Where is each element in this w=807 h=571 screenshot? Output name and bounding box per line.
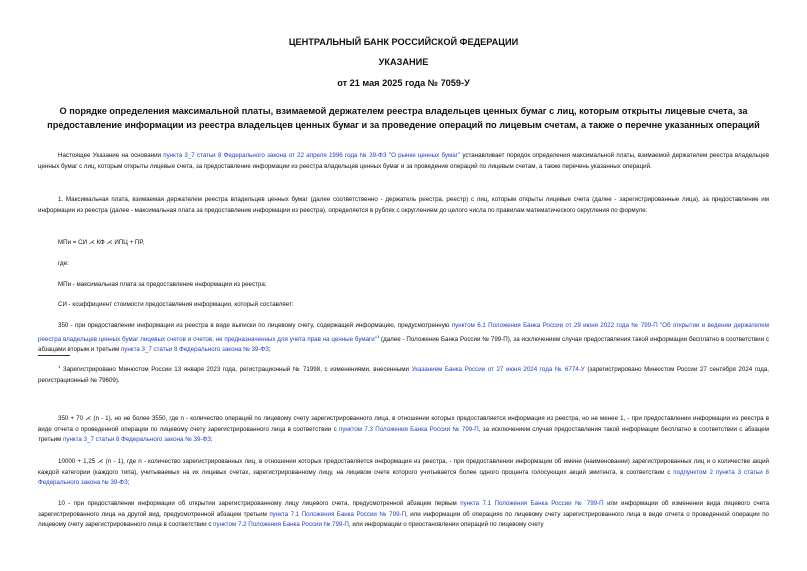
regulation-799p-7-1-link[interactable]: пункта 7.1 Положения Банка России № 799-П: [460, 500, 604, 507]
regulation-799p-7-1-second-link[interactable]: пункта 7.1 Положения Банка России № 799-П: [269, 510, 407, 518]
formula: МПи = СИ ⋌ КФ ⋌ ИПЦ + ПР,: [58, 239, 145, 246]
footnote-text-2: (зарегистрировано Минюстом России 27 сентября 2024 года, регистрационный № 79609).: [38, 366, 769, 384]
footnote: [38, 362, 769, 386]
definition-si: СИ - коэффициент стоимости предоставления информации, который составляет:: [58, 301, 294, 308]
paragraph-1: 1. Максимальная плата, взимаемая держателем реестра владельцев ценных бумаг (далее соответственно - держатель реестра, реестр) с лиц, которым открыты лицевые счета (далее - зарегистрированные лица), за предоставление им информации из реестра (далее - максимальная плата за предоставление информации из реестра), определяется в рублях с округлением до целого числа по правилам математического округления по формуле:: [38, 196, 769, 214]
intro-text-1: Настоящее Указание на основании: [58, 152, 164, 159]
item-350-text-3: ;: [268, 346, 271, 354]
law-39fz-link[interactable]: пункта 3_7 статьи 8 Федерального закона от 22 апреля 1996 года № 39-ФЗ "О рынке ценных бумаг": [163, 152, 461, 159]
intro-paragraph: [38, 151, 769, 172]
law-39fz-item350-link[interactable]: пункта 3_7 статьи 8 Федерального закона № 39-ФЗ: [120, 346, 269, 354]
directive-6774u-link[interactable]: Указанием Банка России от 27 июня 2024 года № 6774-У: [411, 366, 585, 374]
regulation-799p-link[interactable]: пунктом 6.1 Положения Банка России от 29 июня 2022 года № 799-П "Об открытии и ведении держателем реестра владельцев ценных бумаг лицевых счетов и счетов, не предназначенных для учета прав на ценные бумаги": [38, 322, 769, 343]
item-10000-text-1: 10000 + 1,25 ⋌ (n - 1), где n - количество зарегистрированных лиц, в отношении которых предоставляется информация из реестра, - при предоставлении информации об имени (наименовании) зарегистрированных лиц и о количестве акций каждой категории (каждого типа), учитываемых на их лицевых счетах, зарегистрированному лицу, на лицевом счете которого учитывается более одного процента голосующих акций эмитента, в соответствии с: [38, 458, 769, 476]
document-title: О порядке определения максимальной платы, взимаемой держателем реестра владельцев ценных бумаг с лиц, которым открыты лицевые счета, за предоставление информации из реестра владельцев ценных бумаг и за проведение операций по лицевым счетам, а также о перечне указанных операций: [47, 106, 760, 130]
item-10000-text-2: ;: [127, 479, 130, 487]
item-3550-text-1: 350 + 70 ⋌ (n - 1), но не более 3550, где n - количество операций по лицевому счету зарегистрированного лица, в отношении которых предоставляется информация из реестра, но не менее 1, - при предоставлении информации из реестра в виде отчета о проведенной операции по лицевому счету зарегистрированного лица в соответствии с: [38, 415, 769, 433]
footnote-divider: [38, 355, 70, 356]
item-10-text-4: , или информации о приостановлении операций по лицевому счету: [348, 521, 544, 529]
item-3550-text-3: ;: [210, 436, 213, 444]
item-350-text-1: 350 - при предоставлении информации из реестра в виде выписки по лицевому счету, содержащей информацию, предусмотренную: [58, 322, 452, 329]
item-3550: [38, 414, 769, 446]
law-39fz-item3550-link[interactable]: пункта 3_7 статьи 8 Федерального закона № 39-ФЗ: [63, 436, 211, 444]
item-10: [38, 499, 769, 531]
where-label: где:: [58, 260, 69, 267]
footnote-text-1: Зарегистрировано Минюстом России 13 января 2023 года, регистрационный № 71998, с изменениями, внесенными: [60, 366, 412, 374]
item-10-text-1: 10 - при предоставлении информации об открытии зарегистрированному лицу лицевого счета, предусмотренной абзацем первым: [58, 500, 461, 507]
item-10000: [38, 457, 769, 489]
item-10-text-2: или информации об изменении вида лицевого счета зарегистрированного лица на другой вид, предусмотренной абзацем третьим: [38, 500, 770, 518]
org-heading: ЦЕНТРАЛЬНЫЙ БАНК РОССИЙСКОЙ ФЕДЕРАЦИИ: [288, 37, 519, 47]
item-3550-text-2: , за исключением случая предоставления такой информации бесплатно в соответствии с абзацем третьим: [38, 425, 769, 444]
item-350: [38, 321, 769, 356]
definition-mpi: МПи - максимальная плата за предоставление информации из реестра;: [58, 281, 267, 288]
footnote-ref: 1: [376, 333, 380, 339]
doc-type-heading: УКАЗАНИЕ: [378, 57, 429, 67]
footnote-mark: 1: [58, 364, 61, 369]
intro-text-2: устанавливает порядок определения максимальной платы, взимаемой держателем реестра владельцев ценных бумаг с лиц, которым открыты лицевые счета, за предоставление информации из реестра владельцев ценных бумаг и за проведение операций по лицевым счетам, а также перечень указанных операций.: [38, 152, 769, 170]
regulation-799p-7-2-link[interactable]: пунктом 7.2 Положения Банка России № 799-П: [213, 521, 349, 529]
doc-date-number: от 21 мая 2025 года № 7059-У: [337, 78, 470, 88]
item-10-text-3: , или информации об операциях по лицевому счету зарегистрированного лица в виде отчета о проведенной операции по лицевому счету зарегистрированного лица в соответствии с: [38, 510, 769, 529]
regulation-799p-7-3-link[interactable]: пунктом 7.3 Положения Банка России № 799-П: [338, 425, 479, 433]
item-350-text-2: (далее - Положение Банка России № 799-П), за исключением случая предоставления такой информации бесплатно в соответствии с абзацами вторым и третьим: [38, 335, 769, 354]
law-39fz-subpoint2-link[interactable]: подпунктом 2 пункта 3 статьи 8 Федерального закона № 39-ФЗ: [38, 468, 769, 487]
